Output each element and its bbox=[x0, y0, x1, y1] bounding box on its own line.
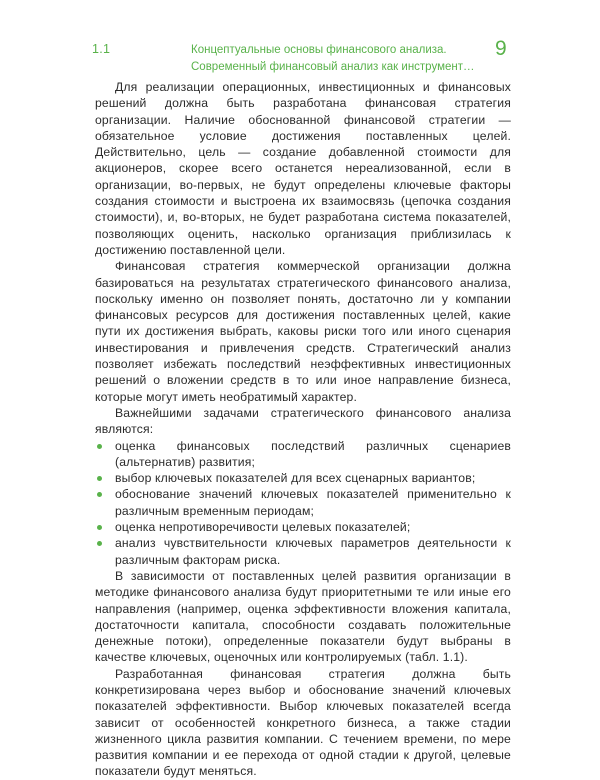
list-item bbox=[95, 535, 511, 568]
list-item-text: оценка непротиворечивости целевых показателей; bbox=[115, 520, 411, 535]
paragraph-strategic-analysis: Финансовая стратегия коммерческой организации должна базироваться на результатах стратегического финансового анализа, поскольку именно он позволяет понять, достаточно ли у компании финансовых ресурсов для достижения поставленных целей, какие пути их достижения выбрать, каковы риски того или иного сценария инвестирования и привлечения средств. Стратегический анализ позволяет избежать последствий неэффективных инвестиционных решений о вложении средств в то или иное направление бизнеса, которые могут иметь необратимый характер. bbox=[95, 259, 511, 404]
paragraph-kpi: Разработанная финансовая стратегия должна быть конкретизирована через выбор и обоснование значений ключевых показателей эффективности. Выбор ключевых показателей всегда зависит от особенностей конкретного бизнеса, а также стадии жизненного цикла развития компании. С течением времени, по мере развития компании и ее перехода от одной стадии к другой, целевые показатели будут меняться. bbox=[95, 666, 511, 779]
paragraph-strategy: Для реализации операционных, инвестиционных и финансовых решений должна быть разработана финансовая стратегия организации. Наличие обоснованной финансовой стратегии — обязательное условие достижения поставленных целей. Действительно, цель — создание добавленной стоимости для акционеров, скорее всего останется нереализованной, если в организации, во-первых, не будут определены ключевые факторы создания стоимости и выстроена их взаимосвязь (цепочка создания стоимости), и, во-вторых, не будет разработана система показателей, позволяющих оценить, насколько организация приблизилась к достижению поставленной цели. bbox=[95, 80, 511, 257]
running-title-line-1: Концептуальные основы финансового анализа. bbox=[191, 44, 447, 56]
tasks-list bbox=[95, 438, 511, 568]
list-item bbox=[95, 470, 511, 486]
list-item-text: обоснование значений ключевых показателей применительно к различным временным периодам; bbox=[115, 487, 511, 518]
list-item-text: выбор ключевых показателей для всех сценарных вариантов; bbox=[115, 471, 476, 486]
running-title-line-2: Современный финансовый анализ как инструмент… bbox=[191, 61, 475, 73]
bullet-dot-icon bbox=[97, 476, 102, 481]
list-item-text: анализ чувствительности ключевых параметров деятельности к различным факторам риска. bbox=[115, 536, 511, 567]
paragraph-tasks-intro: Важнейшими задачами стратегического финансового анализа являются: bbox=[95, 405, 511, 437]
bullet-dot-icon bbox=[97, 525, 102, 530]
paragraph-priorities: В зависимости от поставленных целей развития организации в методике финансового анализа будут приоритетными те или иные его направления (например, оценка эффективности вложения капитала, достаточности капитала, способности создавать положительные денежные потоки), определенные показатели будут выбраны в качестве ключевых, оценочных или контролируемых (табл. 1.1). bbox=[95, 568, 511, 665]
bullet-dot-icon bbox=[97, 444, 102, 449]
running-title bbox=[191, 42, 475, 76]
list-item bbox=[95, 519, 511, 535]
body-text bbox=[95, 79, 511, 780]
running-header bbox=[0, 37, 600, 80]
list-item bbox=[95, 438, 511, 471]
bullet-dot-icon bbox=[97, 541, 102, 546]
section-number: 1.1 bbox=[92, 42, 111, 56]
page-number: 9 bbox=[495, 37, 507, 60]
list-item-text: оценка финансовых последствий различных сценариев (альтернатив) развития; bbox=[115, 438, 511, 469]
list-item bbox=[95, 486, 511, 519]
bullet-dot-icon bbox=[97, 492, 102, 497]
